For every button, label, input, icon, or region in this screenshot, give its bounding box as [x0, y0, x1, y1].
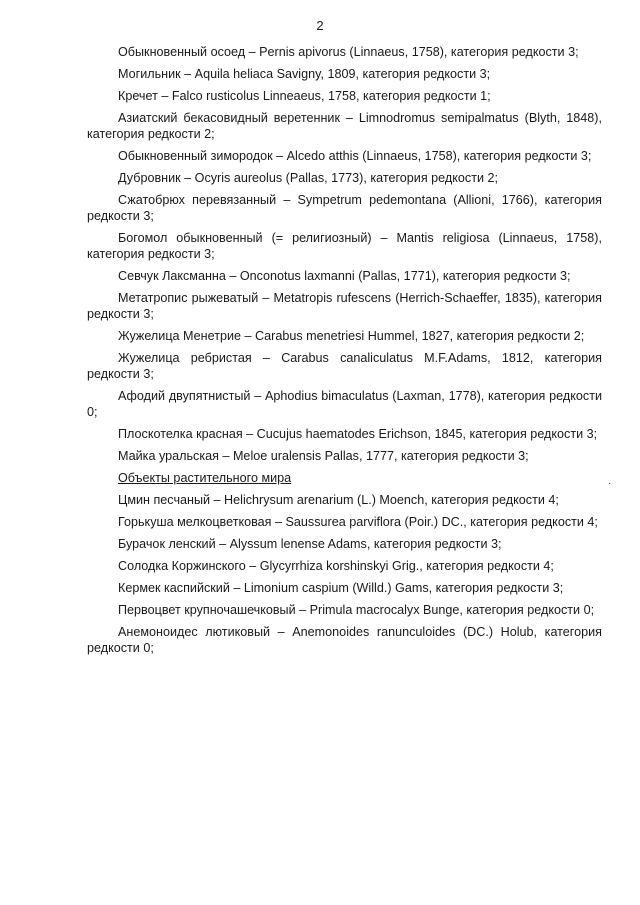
species-entry: Майка уральская – Meloe uralensis Pallas, 1777, категория редкости 3;	[118, 449, 529, 463]
document-body	[87, 44, 602, 662]
species-entry: Обыкновенный осоед – Pernis apivorus (Linnaeus, 1758), категория редкости 3;	[118, 45, 579, 59]
page-number: 2	[316, 18, 324, 33]
species-entry: Горькуша мелкоцветковая – Saussurea parviflora (Poir.) DC., категория редкости 4;	[118, 515, 598, 529]
species-entry: Кермек каспийский – Limonium caspium (Willd.) Gams, категория редкости 3;	[118, 581, 564, 595]
flora-section-heading: Объекты растительного мира	[118, 471, 292, 485]
species-entry: Бурачок ленский – Alyssum lenense Adams, категория редкости 3;	[118, 537, 502, 551]
species-entry: Обыкновенный зимородок – Alcedo atthis (Linnaeus, 1758), категория редкости 3;	[118, 149, 592, 163]
species-entry: Плоскотелка красная – Cucujus haematodes Erichson, 1845, категория редкости 3;	[118, 427, 598, 441]
species-entry: Цмин песчаный – Helichrysum arenarium (L.) Moench, категория редкости 4;	[118, 493, 559, 507]
scan-artifact-mark: ·	[608, 478, 612, 489]
species-entry: Сжатобрюх перевязанный – Sympetrum pedemontana (Allioni, 1766), категория редкости 3;	[87, 193, 602, 223]
species-entry: Афодий двупятнистый – Aphodius bimaculatus (Laxman, 1778), категория редкости 0;	[87, 389, 602, 419]
species-entry: Могильник – Aquila heliaca Savigny, 1809, категория редкости 3;	[118, 67, 491, 81]
species-entry: Севчук Лаксманна – Onconotus laxmanni (Pallas, 1771), категория редкости 3;	[118, 269, 571, 283]
species-entry: Жужелица ребристая – Carabus canaliculatus M.F.Adams, 1812, категория редкости 3;	[87, 351, 602, 381]
species-entry: Первоцвет крупночашечковый – Primula macrocalyx Bunge, категория редкости 0;	[118, 603, 595, 617]
species-entry: Азиатский бекасовидный веретенник – Limnodromus semipalmatus (Blyth, 1848), категория редкости 2;	[87, 111, 602, 141]
species-entry: Жужелица Менетрие – Carabus menetriesi Hummel, 1827, категория редкости 2;	[118, 329, 585, 343]
fauna-list	[87, 44, 602, 464]
species-entry: Дубровник – Ocyris aureolus (Pallas, 1773), категория редкости 2;	[118, 171, 499, 185]
species-entry: Солодка Коржинского – Glycyrrhiza korshinskyi Grig., категория редкости 4;	[118, 559, 554, 573]
species-entry: Кречет – Falco rusticolus Linneaeus, 1758, категория редкости 1;	[118, 89, 491, 103]
species-entry: Метатропис рыжеватый – Metatropis rufescens (Herrich-Schaeffer, 1835), категория редкости 3;	[87, 291, 602, 321]
species-entry: Богомол обыкновенный (= религиозный) – Mantis religiosa (Linnaeus, 1758), категория редкости 3;	[87, 231, 602, 261]
flora-list	[87, 492, 602, 656]
species-entry: Анемоноидес лютиковый – Anemonoides ranunculoides (DC.) Holub, категория редкости 0;	[87, 625, 602, 655]
